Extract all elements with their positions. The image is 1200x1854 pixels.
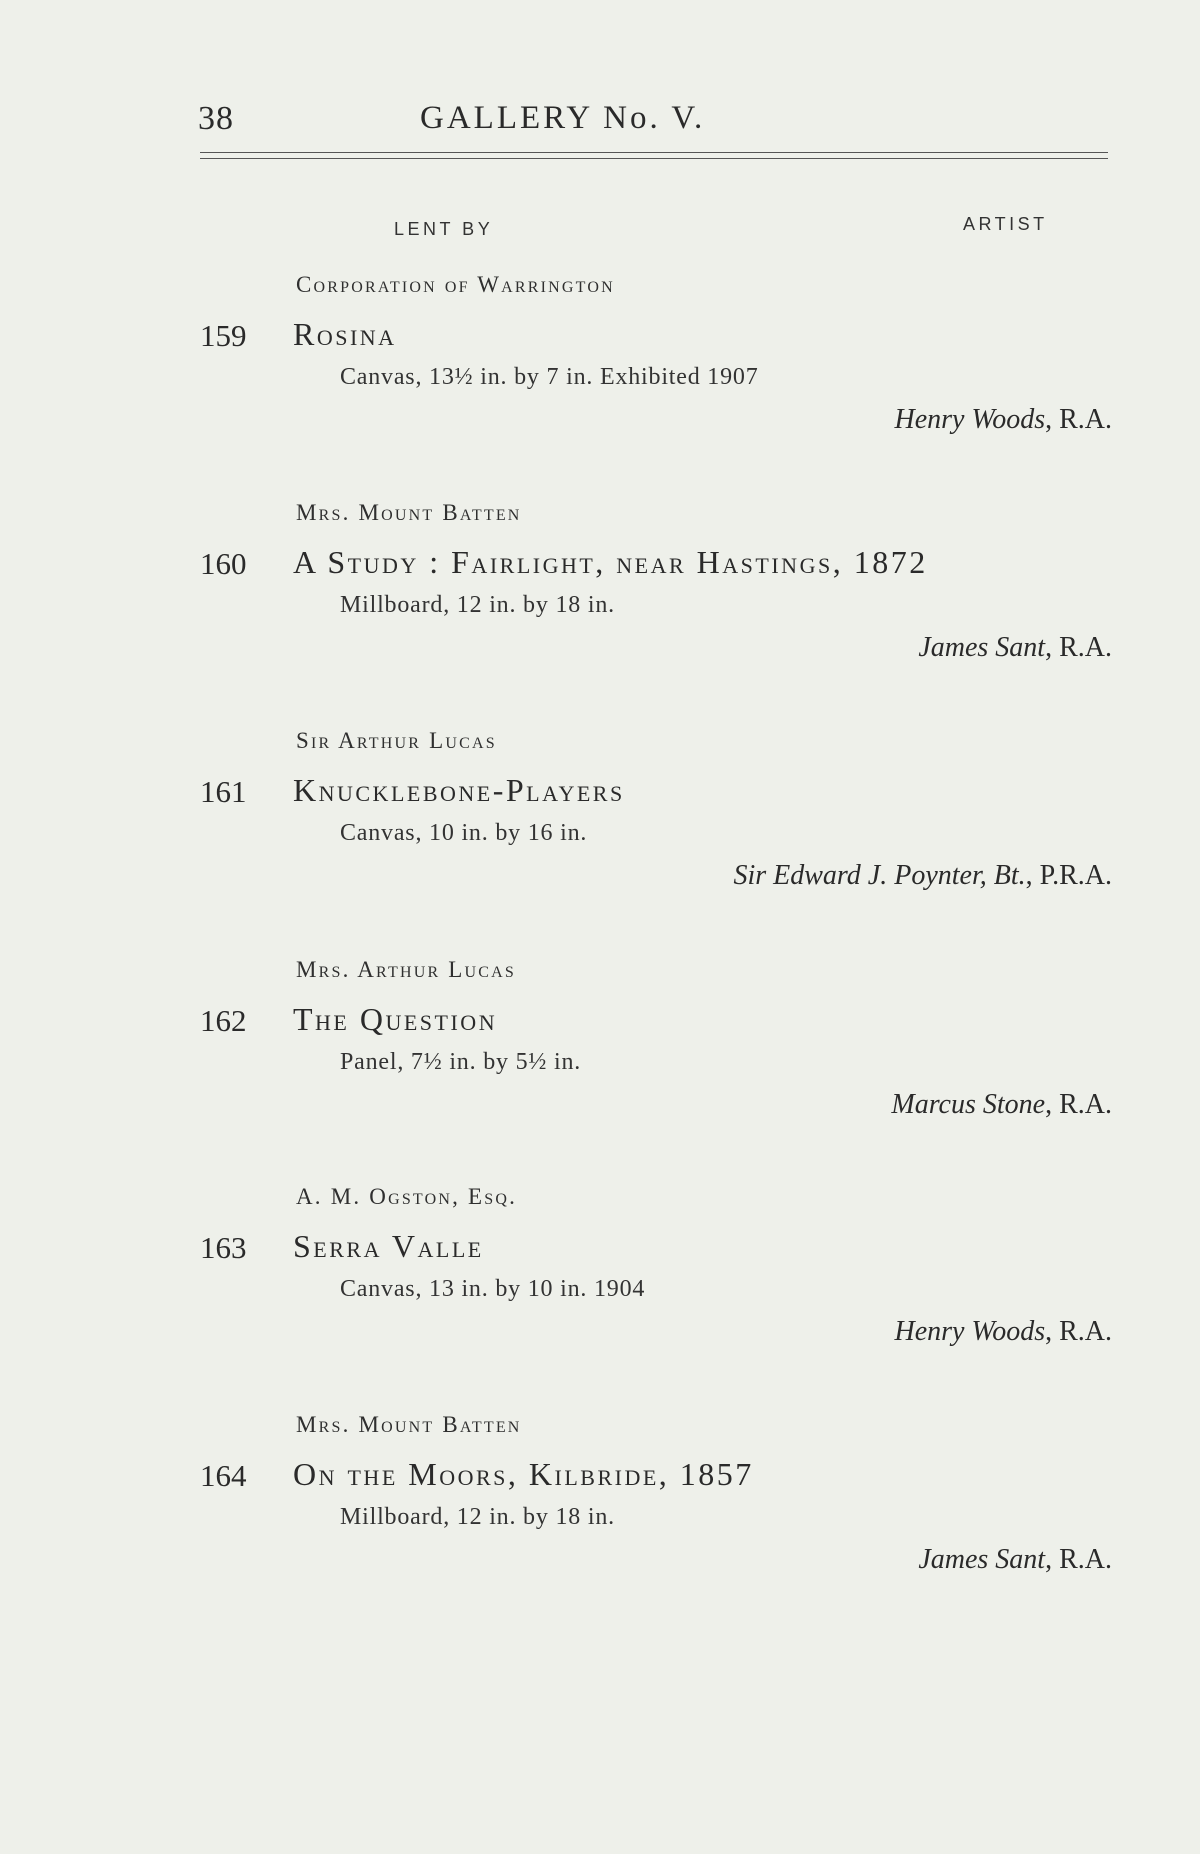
catalogue-entry [0, 500, 1200, 700]
painting-title: Serra Valle [293, 1228, 484, 1264]
catalogue-entry [0, 1412, 1200, 1612]
catalogue-entry [0, 728, 1200, 928]
artist-name: Henry Woods [894, 404, 1046, 435]
catalogue-number: 159 [200, 318, 247, 353]
artist-credit [918, 1544, 1112, 1576]
medium-dimensions: Canvas, 10 in. by 16 in. [340, 820, 588, 846]
catalogue-number: 163 [200, 1230, 247, 1265]
lent-by-column-label: LENT BY [394, 219, 494, 239]
medium-dimensions: Canvas, 13½ in. by 7 in. Exhibited 1907 [340, 364, 759, 390]
catalogue-number: 162 [200, 1003, 247, 1038]
medium-dimensions: Panel, 7½ in. by 5½ in. [340, 1049, 582, 1075]
catalogue-entry [0, 1184, 1200, 1384]
lender-name: Corporation of Warrington [296, 272, 615, 297]
artist-suffix: , R.A. [1045, 1089, 1112, 1120]
artist-credit [733, 860, 1112, 892]
artist-name: Henry Woods [894, 1316, 1046, 1347]
artist-column-label: ARTIST [963, 214, 1048, 234]
artist-name: Marcus Stone [891, 1089, 1046, 1120]
painting-title: Rosina [293, 316, 397, 352]
header-rule-bottom [200, 158, 1108, 159]
catalogue-number: 160 [200, 546, 247, 581]
artist-credit [894, 404, 1112, 436]
lender-name: Mrs. Mount Batten [296, 1412, 522, 1437]
header-rule-top [200, 152, 1108, 153]
medium-dimensions: Canvas, 13 in. by 10 in. 1904 [340, 1276, 646, 1302]
running-title: GALLERY No. V. [420, 100, 706, 136]
painting-title: On the Moors, Kilbride, 1857 [293, 1456, 754, 1492]
lender-name: Mrs. Arthur Lucas [296, 957, 517, 982]
catalogue-number: 161 [200, 774, 247, 809]
painting-title: Knucklebone-Players [293, 772, 625, 808]
artist-credit [918, 632, 1112, 664]
artist-suffix: , R.A. [1045, 1544, 1112, 1575]
medium-dimensions: Millboard, 12 in. by 18 in. [340, 592, 615, 618]
artist-name: Sir Edward J. Poynter, Bt. [733, 860, 1026, 891]
artist-credit [894, 1316, 1112, 1348]
medium-dimensions: Millboard, 12 in. by 18 in. [340, 1504, 615, 1530]
lender-name: Mrs. Mount Batten [296, 500, 522, 525]
catalogue-entry [0, 272, 1200, 472]
artist-name: James Sant [918, 1544, 1046, 1575]
artist-suffix: , R.A. [1045, 632, 1112, 663]
painting-title: The Question [293, 1001, 498, 1037]
artist-credit [891, 1089, 1112, 1121]
lender-name: Sir Arthur Lucas [296, 728, 497, 753]
artist-suffix: , R.A. [1045, 1316, 1112, 1347]
lender-name: A. M. Ogston, Esq. [296, 1184, 518, 1209]
catalogue-entry [0, 957, 1200, 1157]
artist-name: James Sant [918, 632, 1046, 663]
page-number: 38 [198, 100, 234, 137]
artist-suffix: , R.A. [1045, 404, 1112, 435]
catalogue-number: 164 [200, 1458, 247, 1493]
artist-suffix: , P.R.A. [1025, 860, 1112, 891]
painting-title: A Study : Fairlight, near Hastings, 1872 [293, 544, 928, 580]
